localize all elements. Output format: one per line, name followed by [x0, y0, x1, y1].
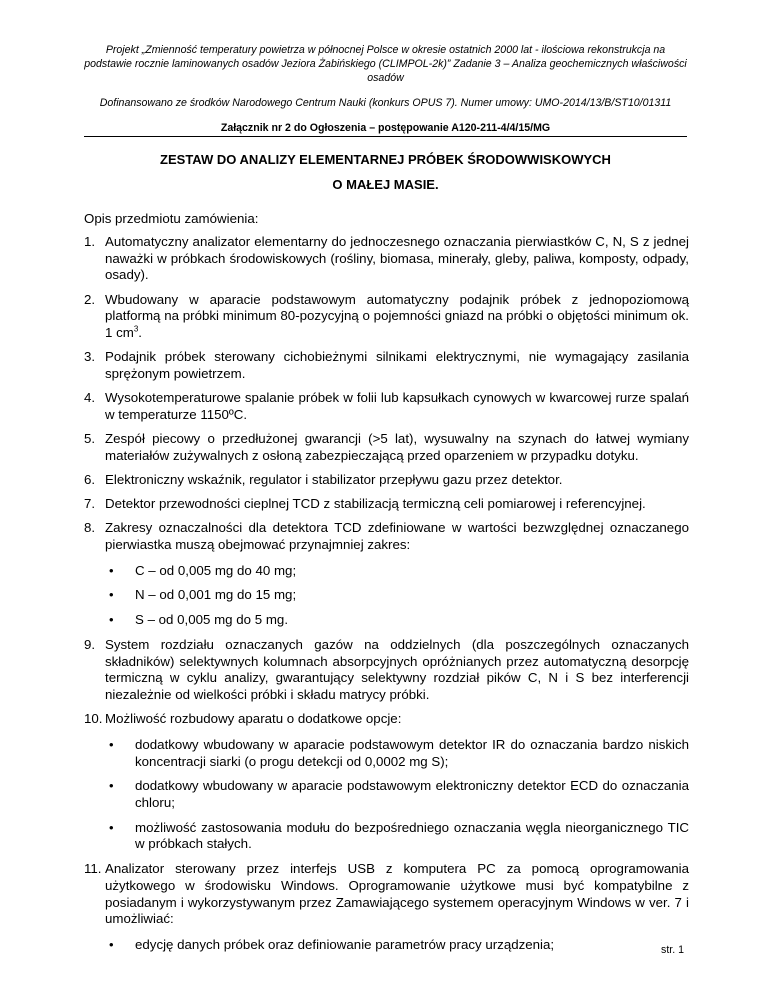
sub-list-item: [105, 937, 689, 954]
list-item-number: 4.: [84, 390, 96, 406]
sub-list: [105, 937, 689, 954]
list-item-tail: .: [138, 325, 142, 341]
list-item: [84, 496, 689, 513]
sub-list-item: [105, 587, 689, 604]
list-item-text: Elektroniczny wskaźnik, regulator i stabilizator przepływu gazu przez detektor.: [105, 471, 563, 487]
list-item: [84, 234, 689, 284]
list-item: [84, 390, 689, 423]
sub-list-item-text: edycję danych próbek oraz definiowanie parametrów pracy urządzenia;: [135, 936, 555, 952]
sub-list: [105, 737, 689, 853]
list-item-number: 10.: [84, 711, 103, 727]
list-item-text: Podajnik próbek sterowany cichobieżnymi silnikami elektrycznymi, nie wymagający zasilania sprężonym powietrzem.: [105, 349, 689, 381]
bullet-icon: •: [109, 562, 114, 578]
intro-text: Opis przedmiotu zamówienia:: [84, 211, 259, 226]
bullet-icon: •: [109, 819, 114, 835]
sub-list-item-text: dodatkowy wbudowany w aparacie podstawowym detektor IR do oznaczania bardzo niskich koncentracji siarki (o progu detekcji od 0,0002 mg S);: [135, 736, 689, 769]
list-item-number: 8.: [84, 520, 96, 536]
list-item-number: 3.: [84, 349, 96, 365]
header-divider: [84, 136, 687, 137]
requirements-list: [84, 234, 689, 962]
bullet-icon: •: [109, 936, 114, 952]
project-header: Projekt „Zmienność temperatury powietrza w północnej Polsce w okresie ostatnich 2000 lat - ilościowa rekonstrukcja na podstawie rocznie laminowanych osadów Jeziora Żabińskiego (CLIMPOL-2k)” Zadanie 3 – Analiza geochemicznych właściwości osadów: [84, 44, 687, 84]
sub-list-item: [105, 563, 689, 580]
list-item: [84, 861, 689, 954]
list-item-text: Detektor przewodności cieplnej TCD z stabilizacją termiczną celi pomiarowej i referencyjnej.: [105, 496, 646, 512]
list-item-number: 1.: [84, 234, 96, 249]
list-item: [84, 292, 689, 342]
sub-list-item: [105, 737, 689, 770]
list-item: [84, 711, 689, 853]
sub-list: [105, 563, 689, 629]
list-item-text: System rozdziału oznaczanych gazów na oddzielnych (dla poszczególnych oznaczanych składników) selektywnych kolumnach absorpcyjnych opróżnianych przez automatyczną desorpcję termiczną w cyklu analizy, gwarantujący selektywny rozdział pików C, N i S bez interferencji niezależnie od wielkości próbki i składu matrycy próbki.: [105, 636, 689, 702]
bullet-icon: •: [109, 587, 114, 603]
page-number: str. 1: [661, 944, 684, 956]
document-title: ZESTAW DO ANALIZY ELEMENTARNEJ PRÓBEK ŚRODOWWISKOWYCH: [160, 152, 611, 167]
bullet-icon: •: [109, 736, 114, 752]
list-item-number: 2.: [84, 291, 96, 307]
list-item-text: Automatyczny analizator elementarny do jednoczesnego oznaczania pierwiastków C, N, S z jednej naważki w próbkach środowiskowych (rośliny, biomasa, minerały, gleby, paliwa, komposty, odpady, osady).: [105, 234, 689, 283]
list-item-number: 5.: [84, 431, 96, 447]
attachment-line: Załącznik nr 2 do Ogłoszenia – postępowanie A120-211-4/4/15/MG: [220, 122, 551, 134]
list-item-text: Zespół piecowy o przedłużonej gwarancji (>5 lat), wysuwalny na szynach do łatwej wymiany materiałów zużywalnych z osłoną zabezpieczającą przed oparzeniem w przypadku dotyku.: [105, 431, 689, 463]
document-title-line2: O MAŁEJ MASIE.: [332, 177, 439, 192]
list-item-number: 7.: [84, 496, 96, 512]
sub-list-item-text: dodatkowy wbudowany w aparacie podstawowym elektroniczny detektor ECD do oznaczania chloru;: [135, 778, 689, 810]
sub-list-item: [105, 778, 689, 811]
list-item-text: Analizator sterowany przez interfejs USB z komputera PC za pomocą oprogramowania użytkowego w środowisku Windows. Oprogramowanie użytkowe musi być kompatybilne z posiadanym i wykorzystywanym przez Zamawiającego systemem operacyjnym Windows w ver. 7 i umożliwiać:: [105, 861, 689, 927]
superscript: 3: [133, 324, 139, 334]
bullet-icon: •: [109, 612, 114, 628]
sub-list-item-text: możliwość zastosowania modułu do bezpośredniego oznaczania węgla nieorganicznego TIC w próbkach stałych.: [135, 819, 689, 852]
sub-list-item-text: C – od 0,005 mg do 40 mg;: [135, 562, 297, 578]
list-item-number: 9.: [84, 636, 96, 652]
bullet-icon: •: [109, 778, 114, 794]
list-item-text: Wysokotemperaturowe spalanie próbek w folii lub kapsułkach cynowych w kwarcowej rurze spalań w temperaturze 1150ºC.: [105, 390, 689, 422]
list-item-number: 6.: [84, 471, 96, 487]
list-item: [84, 349, 689, 382]
list-item: [84, 520, 689, 629]
sub-list-item-text: S – od 0,005 mg do 5 mg.: [135, 612, 289, 628]
funding-line: Dofinansowano ze środków Narodowego Centrum Nauki (konkurs OPUS 7). Numer umowy: UMO-2014/13/B/ST10/01311: [99, 97, 672, 109]
list-item-text: Możliwość rozbudowy aparatu o dodatkowe opcje:: [105, 711, 402, 727]
list-item: [84, 472, 689, 489]
sub-list-item-text: N – od 0,001 mg do 15 mg;: [135, 587, 297, 603]
list-item-number: 11.: [84, 861, 102, 877]
sub-list-item: [105, 820, 689, 853]
sub-list-item: [105, 612, 689, 629]
list-item-text: Wbudowany w aparacie podstawowym automatyczny podajnik próbek z jednopoziomową platformą na próbki minimum 80-pozycyjną o pojemności gniazd na próbki o objętości minimum ok. 1 cm: [105, 291, 689, 341]
list-item: [84, 637, 689, 704]
list-item-text: Zakresy oznaczalności dla detektora TCD zdefiniowane w wartości bezwzględnej oznaczanego pierwiastka muszą obejmować przynajmniej zakres:: [105, 520, 689, 553]
list-item: [84, 431, 689, 464]
